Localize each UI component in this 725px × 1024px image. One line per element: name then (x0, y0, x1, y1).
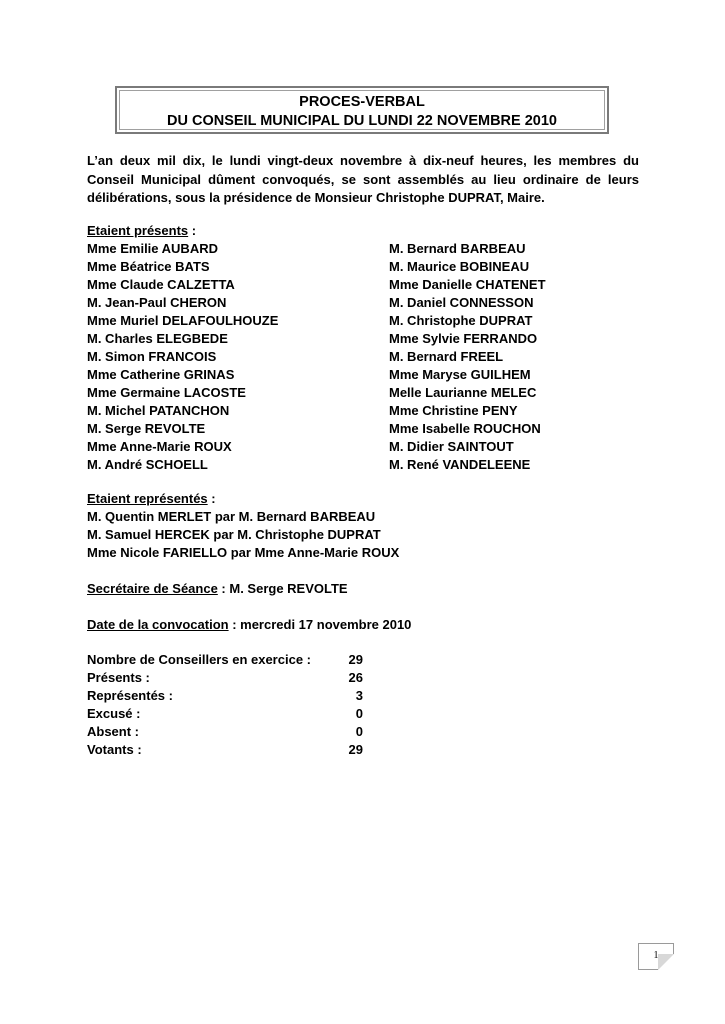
stat-value: 0 (355, 724, 363, 739)
present-member: M. Charles ELEGBEDE (87, 331, 228, 346)
present-member: Mme Béatrice BATS (87, 259, 210, 274)
present-member: Mme Anne-Marie ROUX (87, 439, 232, 454)
stat-label: Votants : (87, 742, 142, 757)
stat-value: 3 (355, 688, 363, 703)
stat-label: Représentés : (87, 688, 173, 703)
stat-row (87, 741, 363, 759)
stat-row (87, 723, 363, 741)
secretary-label: Secrétaire de Séance (87, 581, 218, 596)
document-title-box (115, 86, 609, 134)
present-member: M. René VANDELEENE (389, 457, 531, 472)
stat-value: 29 (348, 742, 363, 757)
represented-heading (87, 490, 399, 508)
present-member: Mme Muriel DELAFOULHOUZE (87, 313, 279, 328)
present-member: M. Bernard BARBEAU (389, 241, 526, 256)
present-member: Mme Maryse GUILHEM (389, 367, 531, 382)
presents-right-column (389, 240, 647, 474)
present-member: Mme Catherine GRINAS (87, 367, 235, 382)
represented-heading-label: Etaient représentés (87, 491, 208, 506)
present-member: M. Maurice BOBINEAU (389, 259, 530, 274)
presents-heading-label: Etaient présents (87, 223, 189, 238)
stat-row (87, 705, 363, 723)
stat-label: Nombre de Conseillers en exercice : (87, 652, 311, 667)
stat-label: Présents : (87, 670, 150, 685)
present-member: M. Serge REVOLTE (87, 421, 206, 436)
secretary-value: : M. Serge REVOLTE (217, 581, 348, 596)
stat-value: 0 (355, 706, 363, 721)
present-member: M. Didier SAINTOUT (389, 439, 514, 454)
stat-row (87, 651, 363, 669)
presents-left-column (87, 240, 389, 474)
present-member: Mme Germaine LACOSTE (87, 385, 246, 400)
present-member: M. Daniel CONNESSON (389, 295, 534, 310)
present-member: M. André SCHOELL (87, 457, 208, 472)
convocation-label: Date de la convocation (87, 617, 229, 632)
presents-heading-suffix: : (188, 223, 197, 238)
convocation-value: : mercredi 17 novembre 2010 (228, 617, 412, 632)
presents-list (87, 240, 647, 474)
convocation-line (87, 616, 411, 634)
present-member: M. Bernard FREEL (389, 349, 504, 364)
presents-heading (87, 222, 196, 240)
represented-item: M. Quentin MERLET par M. Bernard BARBEAU (87, 509, 376, 524)
present-member: Mme Emilie AUBARD (87, 241, 218, 256)
represented-item: M. Samuel HERCEK par M. Christophe DUPRAT (87, 527, 381, 542)
present-member: Mme Isabelle ROUCHON (389, 421, 541, 436)
stat-value: 26 (348, 670, 363, 685)
document-title-line-2: DU CONSEIL MUNICIPAL DU LUNDI 22 NOVEMBRE 2010 (167, 113, 557, 129)
stat-value: 29 (348, 652, 363, 667)
stat-row (87, 687, 363, 705)
stat-label: Excusé : (87, 706, 141, 721)
represented-heading-suffix: : (207, 491, 216, 506)
present-member: M. Christophe DUPRAT (389, 313, 533, 328)
represented-section (87, 490, 399, 562)
intro-paragraph: L’an deux mil dix, le lundi vingt-deux novembre à dix-neuf heures, les membres du Conseil Municipal dûment convoqués, se sont assemblés au lieu ordinaire de leurs délibérations, sous la présidence de Monsieur Christophe DUPRAT, Maire. (87, 153, 639, 205)
document-title-line-1: PROCES-VERBAL (299, 94, 425, 110)
present-member: Mme Sylvie FERRANDO (389, 331, 538, 346)
secretary-line (87, 580, 348, 598)
present-member: M. Michel PATANCHON (87, 403, 230, 418)
present-member: Mme Claude CALZETTA (87, 277, 235, 292)
page-number: 1 (653, 950, 659, 961)
stat-row (87, 669, 363, 687)
page-number-box (638, 943, 674, 970)
present-member: Mme Danielle CHATENET (389, 277, 546, 292)
attendance-stats (87, 651, 363, 759)
stat-label: Absent : (87, 724, 139, 739)
represented-item: Mme Nicole FARIELLO par Mme Anne-Marie ROUX (87, 545, 400, 560)
present-member: Melle Laurianne MELEC (389, 385, 537, 400)
present-member: M. Simon FRANCOIS (87, 349, 217, 364)
present-member: Mme Christine PENY (389, 403, 518, 418)
page-curl-icon (658, 954, 674, 970)
present-member: M. Jean-Paul CHERON (87, 295, 227, 310)
